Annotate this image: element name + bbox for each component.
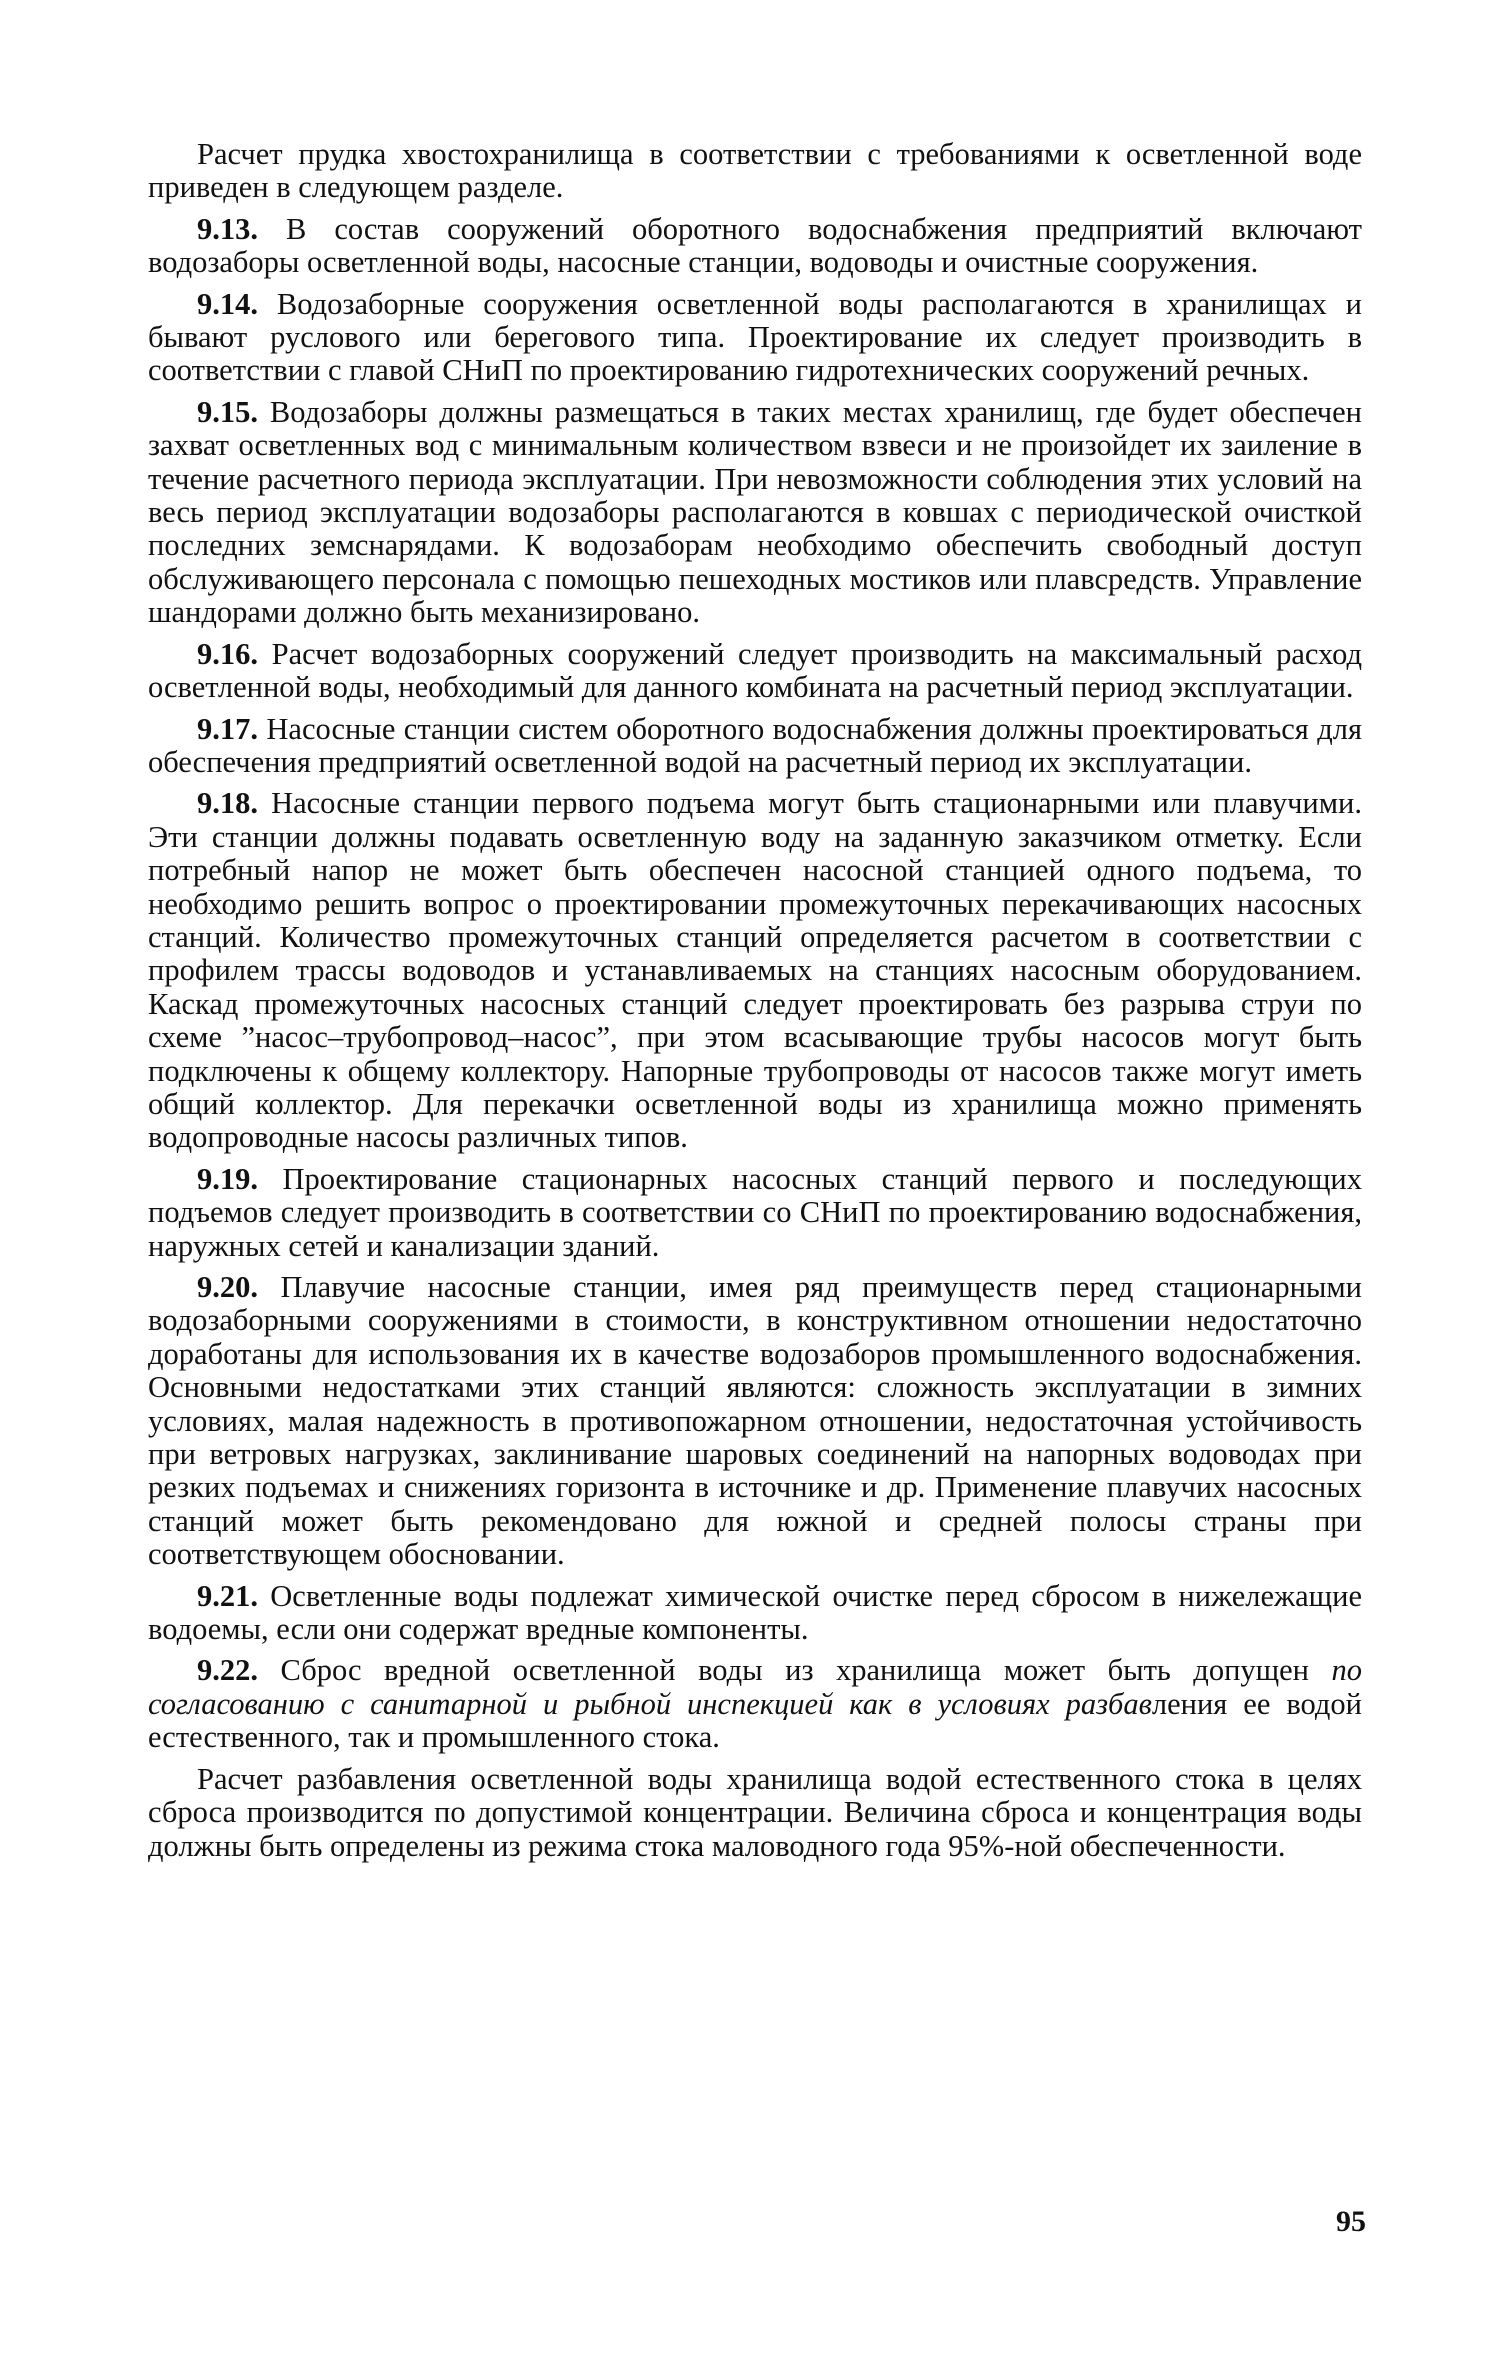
paragraph-9-19	[148, 1163, 1362, 1263]
paragraph-intro	[148, 138, 1362, 205]
clause-number: 9.18.	[197, 786, 258, 821]
paragraph-text: Осветленные воды подлежат химической очистке перед сбросом в нижележащие водоемы, если они содержат вредные компоненты.	[148, 1578, 1362, 1647]
clause-number: 9.14.	[197, 286, 258, 321]
paragraph-text-italic: по согласованию с санитарной и рыбной инспекцией как в условиях разбав	[148, 1653, 1362, 1721]
paragraph-text: Сброс вредной осветленной воды из хранилища может быть допущен	[280, 1653, 1332, 1688]
paragraph-text: Плавучие насосные станции, имея ряд преимуществ перед стационарными водозаборными сооружениями в стоимости, в конструктивном отношении недостаточно доработаны для использования их в качестве водозаборов промышленного водоснабжения. Основными недостатками этих станций являются: сложность эксплуатации в зимних условиях, малая надежность в противопожарном отношении, недостаточная устойчивость при ветровых нагрузках, заклинивание шаровых соединений на напорных водоводах при резких подъемах и снижениях горизонта в источнике и др. Применение плавучих насосных станций может быть рекомендовано для южной и средней полосы страны при соответствующем обосновании.	[148, 1270, 1363, 1572]
paragraph-text: Насосные станции систем оборотного водоснабжения должны проектироваться для обеспечения предприятий осветленной водой на расчетный период их эксплуатации.	[148, 711, 1362, 779]
paragraph-9-18	[148, 787, 1362, 1154]
paragraph-9-20	[148, 1271, 1362, 1572]
paragraph-text: Расчет водозаборных сооружений следует производить на максимальный расход осветленной воды, необходимый для данного комбината на расчетный период эксплуатации.	[148, 636, 1363, 705]
clause-number: 9.13.	[197, 211, 258, 246]
paragraph-9-22	[148, 1654, 1362, 1754]
paragraph-text: Водозаборные сооружения осветленной воды располагаются в хранилищах и бывают руслового или берегового типа. Проектирование их следует производить в соответствии с главой СНиП по проектированию гидротехнических сооружений речных.	[148, 286, 1362, 388]
paragraph-text: Расчет разбавления осветленной воды хранилища водой естественного стока в целях сброса производится по допустимой концентрации. Величина сброса и концентрация воды должны быть определены из режима стока маловодного года 95%-ной обеспеченности.	[148, 1761, 1362, 1863]
paragraph-9-15	[148, 396, 1362, 630]
paragraph-9-16	[148, 638, 1362, 705]
paragraph-text: Расчет прудка хвостохранилища в соответствии с требованиями к осветленной воде приведен в следующем разделе.	[148, 137, 1362, 205]
clause-number: 9.20.	[197, 1270, 258, 1304]
clause-number: 9.16.	[197, 636, 258, 671]
paragraph-9-21	[148, 1580, 1362, 1647]
clause-number: 9.15.	[197, 394, 258, 429]
paragraph-text: ления ее водой естественного, так и промышленного стока.	[148, 1686, 1362, 1755]
clause-number: 9.22.	[197, 1653, 258, 1688]
paragraph-dilution	[148, 1763, 1362, 1863]
paragraph-text: Проектирование стационарных насосных станций первого и последующих подъемов следует производить в соответствии со СНиП по проектированию водоснабжения, наружных сетей и канализации зданий.	[148, 1161, 1363, 1263]
paragraph-9-13	[148, 213, 1362, 280]
clause-number: 9.19.	[197, 1161, 258, 1196]
paragraph-text: В состав сооружений оборотного водоснабжения предприятий включают водозаборы осветленной воды, насосные станции, водоводы и очистные сооружения.	[148, 211, 1362, 280]
paragraph-9-14	[148, 288, 1362, 388]
paragraph-text: Водозаборы должны размещаться в таких местах хранилищ, где будет обеспечен захват осветленных вод с минимальным количеством взвеси и не произойдет их заиление в течение расчетного периода эксплуатации. При невозможности соблюдения этих условий на весь период эксплуатации водозаборы располагаются в ковшах с периодической очисткой последних земснарядами. К водозаборам необходимо обеспечить свободный доступ обслуживающего персонала с помощью пешеходных мостиков или плавсредств. Управление шандорами должно быть механизировано.	[148, 394, 1362, 630]
document-body	[148, 138, 1362, 1871]
page-number: 95	[1336, 2205, 1366, 2238]
clause-number: 9.21.	[197, 1578, 258, 1613]
paragraph-text: Насосные станции первого подъема могут быть стационарными или плавучими. Эти станции должны подавать осветленную воду на заданную заказчиком отметку. Если потребный напор не может быть обеспечен насосной станцией одного подъема, то необходимо решить вопрос о проектировании промежуточных перекачивающих насосных станций. Количество промежуточных станций определяется расчетом в соответствии с профилем трассы водоводов и устанавливаемых на станциях насосным оборудованием. Каскад промежуточных насосных станций следует проектировать без разрыва струи по схеме ”насос–трубопровод–насос”, при этом всасывающие трубы насосов могут быть подключены к общему коллектору. Напорные трубопроводы от насосов также могут иметь общий коллектор. Для перекачки осветленной воды из хранилища можно применять водопроводные насосы различных типов.	[148, 786, 1362, 1155]
clause-number: 9.17.	[197, 711, 258, 746]
paragraph-9-17	[148, 713, 1362, 780]
